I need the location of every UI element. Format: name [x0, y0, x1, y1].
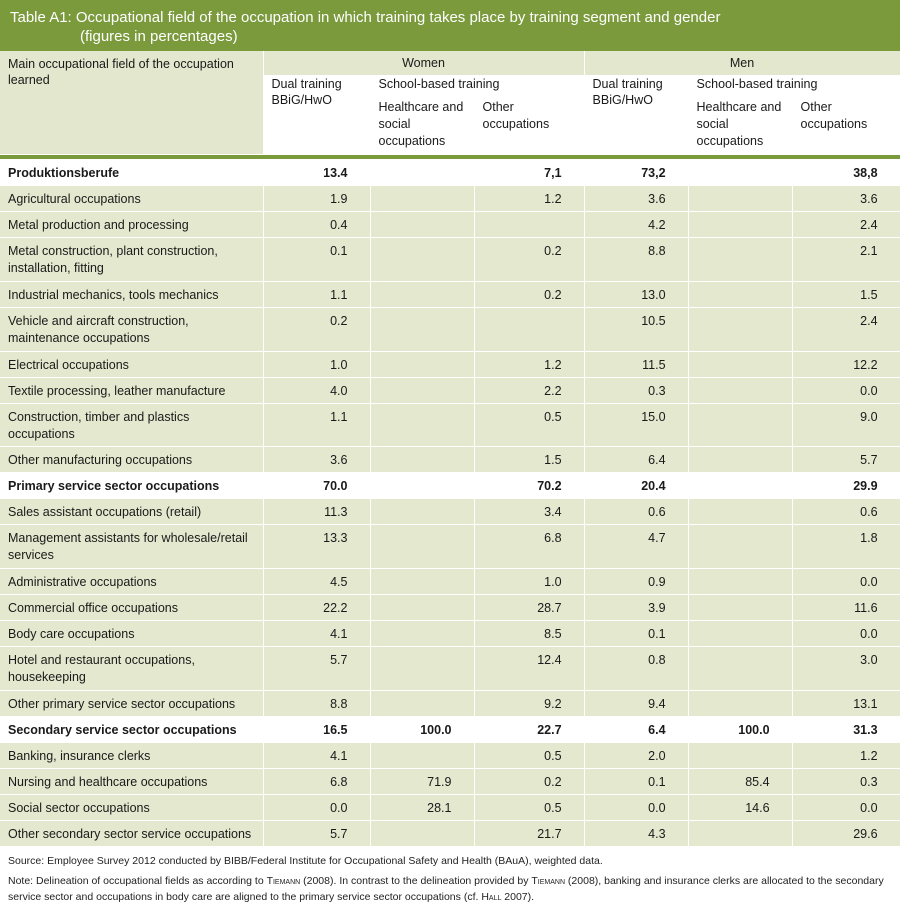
- cell-value: 4.5: [263, 569, 370, 595]
- cell-value: 0.5: [474, 795, 584, 821]
- table-row: [0, 282, 900, 308]
- cell-value: [688, 378, 792, 404]
- cell-value: [688, 404, 792, 447]
- row-label: Hotel and restaurant occupations, housekeeping: [0, 647, 263, 691]
- row-label: Management assistants for wholesale/retail services: [0, 525, 263, 569]
- cell-value: 0.1: [263, 238, 370, 282]
- row-label: Administrative occupations: [0, 569, 263, 595]
- note-part-c: (2008), banking and insurance clerks are allocated to the secondary service sector and occupations in body care are aligned to the primary service sector occupations (cf.: [8, 875, 884, 903]
- cell-value: 0.2: [474, 238, 584, 282]
- cell-value: 28.1: [370, 795, 474, 821]
- cell-value: 5.7: [263, 821, 370, 847]
- cell-value: 0.0: [792, 795, 900, 821]
- table-row: [0, 743, 900, 769]
- row-label: Vehicle and aircraft construction, maintenance occupations: [0, 308, 263, 352]
- cell-value: 3.4: [474, 499, 584, 525]
- cell-value: 13.3: [263, 525, 370, 569]
- table-row: [0, 621, 900, 647]
- footer-note: [8, 873, 893, 905]
- cell-value: [688, 186, 792, 212]
- header-men: Men: [584, 51, 900, 76]
- cell-value: 10.5: [584, 308, 688, 352]
- table-row: [0, 499, 900, 525]
- cell-value: 85.4: [688, 769, 792, 795]
- cell-value: 3.6: [584, 186, 688, 212]
- header-women: Women: [263, 51, 584, 76]
- cell-value: 2.4: [792, 308, 900, 352]
- data-table: [0, 51, 900, 847]
- row-label: Nursing and healthcare occupations: [0, 769, 263, 795]
- row-label: Textile processing, leather manufacture: [0, 378, 263, 404]
- cell-value: 29.9: [792, 473, 900, 499]
- cell-value: 29.6: [792, 821, 900, 847]
- cell-value: [688, 525, 792, 569]
- cell-value: 0.0: [792, 378, 900, 404]
- table-row: [0, 717, 900, 743]
- cell-value: [370, 821, 474, 847]
- cell-value: 4.3: [584, 821, 688, 847]
- table-row: [0, 595, 900, 621]
- cell-value: 22.2: [263, 595, 370, 621]
- cell-value: [370, 569, 474, 595]
- cell-value: 21.7: [474, 821, 584, 847]
- cell-value: [370, 404, 474, 447]
- cell-value: [474, 212, 584, 238]
- cell-value: 0.9: [584, 569, 688, 595]
- cell-value: [370, 691, 474, 717]
- cell-value: [688, 282, 792, 308]
- header-women-dual: Dual training BBiG/HwO: [263, 76, 370, 155]
- cell-value: 1.0: [263, 352, 370, 378]
- cell-value: [370, 447, 474, 473]
- header-men-dual: Dual training BBiG/HwO: [584, 76, 688, 155]
- cell-value: [370, 160, 474, 186]
- cell-value: 9.2: [474, 691, 584, 717]
- cell-value: 1.2: [474, 186, 584, 212]
- cell-value: 1.5: [474, 447, 584, 473]
- table-title: [0, 0, 900, 51]
- cell-value: 3.9: [584, 595, 688, 621]
- cell-value: 0.2: [263, 308, 370, 352]
- row-label: Electrical occupations: [0, 352, 263, 378]
- row-label: Sales assistant occupations (retail): [0, 499, 263, 525]
- header-men-healthcare: Healthcare and social occupations: [688, 99, 792, 155]
- cell-value: 3.0: [792, 647, 900, 691]
- note-part-a: Note: Delineation of occupational fields as according to: [8, 875, 267, 887]
- cell-value: 70.2: [474, 473, 584, 499]
- cell-value: [688, 621, 792, 647]
- cell-value: 5.7: [792, 447, 900, 473]
- cell-value: 4.2: [584, 212, 688, 238]
- cell-value: [370, 647, 474, 691]
- table-row: [0, 769, 900, 795]
- cell-value: 4.0: [263, 378, 370, 404]
- cell-value: 0.1: [584, 621, 688, 647]
- cell-value: 1.1: [263, 404, 370, 447]
- cell-value: 0.3: [584, 378, 688, 404]
- note-tiemann-2: Tiemann: [531, 875, 566, 887]
- cell-value: 0.0: [792, 569, 900, 595]
- cell-value: 0.2: [474, 282, 584, 308]
- cell-value: 5.7: [263, 647, 370, 691]
- cell-value: 12.2: [792, 352, 900, 378]
- row-label: Social sector occupations: [0, 795, 263, 821]
- table-row: [0, 404, 900, 447]
- cell-value: [688, 212, 792, 238]
- row-label: Primary service sector occupations: [0, 473, 263, 499]
- cell-value: 14.6: [688, 795, 792, 821]
- table-row: [0, 473, 900, 499]
- cell-value: 0.0: [792, 621, 900, 647]
- cell-value: 8.8: [263, 691, 370, 717]
- cell-value: [688, 569, 792, 595]
- cell-value: 11.5: [584, 352, 688, 378]
- cell-value: 0.5: [474, 743, 584, 769]
- cell-value: 73,2: [584, 160, 688, 186]
- cell-value: 0.8: [584, 647, 688, 691]
- cell-value: [688, 308, 792, 352]
- cell-value: 6.8: [474, 525, 584, 569]
- row-label: Produktionsberufe: [0, 160, 263, 186]
- cell-value: 0.2: [474, 769, 584, 795]
- cell-value: 100.0: [688, 717, 792, 743]
- cell-value: 13.4: [263, 160, 370, 186]
- cell-value: 1.2: [792, 743, 900, 769]
- row-label: Other secondary sector service occupations: [0, 821, 263, 847]
- cell-value: 6.8: [263, 769, 370, 795]
- cell-value: [474, 308, 584, 352]
- cell-value: [370, 743, 474, 769]
- cell-value: [370, 238, 474, 282]
- cell-value: 20.4: [584, 473, 688, 499]
- cell-value: 3.6: [263, 447, 370, 473]
- cell-value: 4.7: [584, 525, 688, 569]
- note-part-d: 2007).: [501, 891, 535, 903]
- header-men-school: School-based training: [688, 76, 900, 99]
- cell-value: 0.5: [474, 404, 584, 447]
- table-row: [0, 447, 900, 473]
- cell-value: 28.7: [474, 595, 584, 621]
- cell-value: 12.4: [474, 647, 584, 691]
- table-row: [0, 691, 900, 717]
- header-women-healthcare: Healthcare and social occupations: [370, 99, 474, 155]
- cell-value: 1.5: [792, 282, 900, 308]
- row-label: Industrial mechanics, tools mechanics: [0, 282, 263, 308]
- note-hall: Hall: [481, 891, 502, 903]
- cell-value: [370, 282, 474, 308]
- cell-value: 8.8: [584, 238, 688, 282]
- cell-value: 8.5: [474, 621, 584, 647]
- cell-value: 1.9: [263, 186, 370, 212]
- cell-value: [370, 621, 474, 647]
- cell-value: [688, 238, 792, 282]
- cell-value: 1.2: [474, 352, 584, 378]
- note-part-b: (2008). In contrast to the delineation provided by: [300, 875, 532, 887]
- row-label: Metal construction, plant construction, installation, fitting: [0, 238, 263, 282]
- row-label: Agricultural occupations: [0, 186, 263, 212]
- row-label: Secondary service sector occupations: [0, 717, 263, 743]
- row-label: Construction, timber and plastics occupations: [0, 404, 263, 447]
- cell-value: 1.8: [792, 525, 900, 569]
- table-title-line2: (figures in percentages): [80, 28, 238, 45]
- cell-value: 100.0: [370, 717, 474, 743]
- cell-value: [688, 499, 792, 525]
- cell-value: 6.4: [584, 717, 688, 743]
- cell-value: 15.0: [584, 404, 688, 447]
- header-men-other: Other occupations: [792, 99, 900, 155]
- table-row: [0, 186, 900, 212]
- row-label: Banking, insurance clerks: [0, 743, 263, 769]
- header-main-field: Main occupational field of the occupation learned: [0, 51, 263, 155]
- footer-source: Source: Employee Survey 2012 conducted by BIBB/Federal Institute for Occupational Safety and Health (BAuA), weighted data.: [8, 855, 603, 867]
- cell-value: [688, 160, 792, 186]
- header-women-other: Other occupations: [474, 99, 584, 155]
- cell-value: 0.6: [584, 499, 688, 525]
- row-label: Other primary service sector occupations: [0, 691, 263, 717]
- table-row: [0, 352, 900, 378]
- cell-value: 2.1: [792, 238, 900, 282]
- cell-value: [688, 595, 792, 621]
- cell-value: 11.3: [263, 499, 370, 525]
- cell-value: 13.0: [584, 282, 688, 308]
- cell-value: 38,8: [792, 160, 900, 186]
- table-row: [0, 238, 900, 282]
- cell-value: 9.4: [584, 691, 688, 717]
- table-row: [0, 160, 900, 186]
- cell-value: 2.0: [584, 743, 688, 769]
- cell-value: 4.1: [263, 743, 370, 769]
- cell-value: 31.3: [792, 717, 900, 743]
- cell-value: [370, 595, 474, 621]
- cell-value: [370, 473, 474, 499]
- cell-value: [370, 186, 474, 212]
- cell-value: 0.1: [584, 769, 688, 795]
- cell-value: [688, 821, 792, 847]
- row-label: Metal production and processing: [0, 212, 263, 238]
- table-body: [0, 160, 900, 847]
- table-row: [0, 795, 900, 821]
- cell-value: 1.1: [263, 282, 370, 308]
- cell-value: 7,1: [474, 160, 584, 186]
- cell-value: 13.1: [792, 691, 900, 717]
- table-row: [0, 647, 900, 691]
- cell-value: 0.6: [792, 499, 900, 525]
- cell-value: [370, 378, 474, 404]
- cell-value: 22.7: [474, 717, 584, 743]
- cell-value: 71.9: [370, 769, 474, 795]
- cell-value: 4.1: [263, 621, 370, 647]
- cell-value: 70.0: [263, 473, 370, 499]
- cell-value: 3.6: [792, 186, 900, 212]
- cell-value: [370, 499, 474, 525]
- cell-value: [688, 447, 792, 473]
- cell-value: 0.4: [263, 212, 370, 238]
- row-label: Commercial office occupations: [0, 595, 263, 621]
- cell-value: 6.4: [584, 447, 688, 473]
- cell-value: 1.0: [474, 569, 584, 595]
- table-title-line1: Table A1: Occupational field of the occupation in which training takes place by training segment and gender: [10, 9, 721, 26]
- cell-value: 2.2: [474, 378, 584, 404]
- cell-value: [688, 473, 792, 499]
- cell-value: 0.0: [584, 795, 688, 821]
- row-label: Body care occupations: [0, 621, 263, 647]
- cell-value: 2.4: [792, 212, 900, 238]
- table-row: [0, 308, 900, 352]
- table-row: [0, 212, 900, 238]
- cell-value: 0.3: [792, 769, 900, 795]
- cell-value: [370, 212, 474, 238]
- cell-value: [688, 647, 792, 691]
- cell-value: [688, 691, 792, 717]
- table-row: [0, 525, 900, 569]
- cell-value: [370, 525, 474, 569]
- table-row: [0, 821, 900, 847]
- cell-value: 11.6: [792, 595, 900, 621]
- header-women-school: School-based training: [370, 76, 584, 99]
- cell-value: 16.5: [263, 717, 370, 743]
- cell-value: [370, 308, 474, 352]
- cell-value: [370, 352, 474, 378]
- note-tiemann: Tiemann: [266, 875, 301, 887]
- cell-value: 0.0: [263, 795, 370, 821]
- table-row: [0, 378, 900, 404]
- cell-value: [688, 352, 792, 378]
- table-row: [0, 569, 900, 595]
- row-label: Other manufacturing occupations: [0, 447, 263, 473]
- cell-value: 9.0: [792, 404, 900, 447]
- cell-value: [688, 743, 792, 769]
